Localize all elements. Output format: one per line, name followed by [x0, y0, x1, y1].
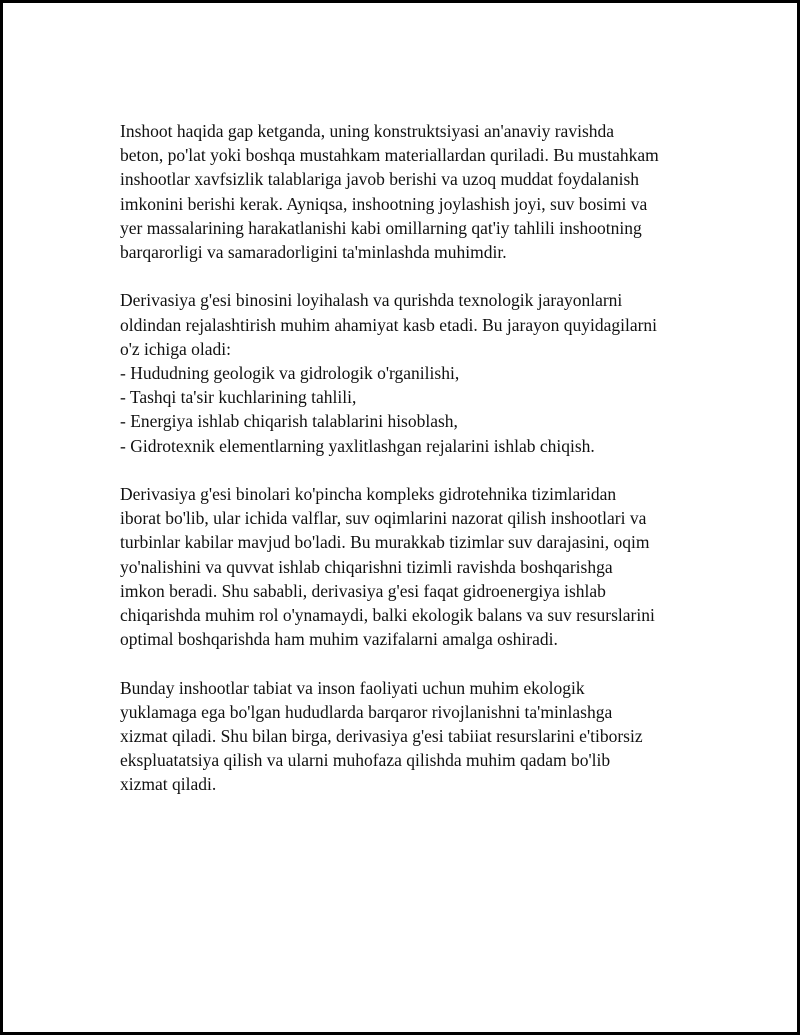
- text-line: iborat bo'lib, ular ichida valflar, suv oqimlarini nazorat qilish inshootlari va: [120, 508, 647, 529]
- text-line: Derivasiya g'esi binosini loyihalash va qurishda texnologik jarayonlarni: [120, 290, 623, 311]
- text-line: xizmat qiladi. Shu bilan birga, derivasiya g'esi tabiiat resurslarini e'tiborsiz: [120, 726, 643, 747]
- document-body: [120, 119, 690, 821]
- text-line: barqarorligi va samaradorligini ta'minlashda muhimdir.: [120, 242, 507, 263]
- text-line: inshootlar xavfsizlik talablariga javob berishi va uzoq muddat foydalanish: [120, 169, 640, 190]
- text-line: optimal boshqarishda ham muhim vazifalarni amalga oshiradi.: [120, 629, 558, 650]
- text-line: yuklamaga ega bo'lgan hududlarda barqaror rivojlanishni ta'minlashga: [120, 701, 613, 722]
- text-line: yer massalarining harakatlanishi kabi omillarning qat'iy tahlili inshootning: [120, 217, 642, 238]
- text-line: Derivasiya g'esi binolari ko'pincha kompleks gidrotehnika tizimlaridan: [120, 484, 617, 505]
- paragraph-2: [120, 288, 690, 457]
- list-item: - Tashqi ta'sir kuchlarining tahlili,: [120, 387, 357, 408]
- list-item: - Hududning geologik va gidrologik o'rganilishi,: [120, 363, 460, 384]
- text-line: chiqarishda muhim rol o'ynamaydi, balki ekologik balans va suv resurslarini: [120, 605, 655, 626]
- text-line: beton, po'lat yoki boshqa mustahkam materiallardan quriladi. Bu mustahkam: [120, 145, 659, 166]
- text-line: yo'nalishini va quvvat ishlab chiqarishni tizimli ravishda boshqarishga: [120, 556, 613, 577]
- paragraph-4: [120, 676, 690, 797]
- text-line: imkon beradi. Shu sababli, derivasiya g'esi faqat gidroenergiya ishlab: [120, 580, 606, 601]
- list-item: - Energiya ishlab chiqarish talablarini hisoblash,: [120, 411, 458, 432]
- text-line: Bunday inshootlar tabiat va inson faoliyati uchun muhim ekologik: [120, 677, 585, 698]
- paragraph-3: [120, 482, 690, 651]
- text-line: imkonini berishi kerak. Ayniqsa, inshootning joylashish joyi, suv bosimi va: [120, 193, 648, 214]
- paragraph-1: [120, 119, 690, 264]
- text-line: xizmat qiladi.: [120, 774, 217, 795]
- text-line: oldindan rejalashtirish muhim ahamiyat kasb etadi. Bu jarayon quyidagilarni: [120, 314, 658, 335]
- text-line: o'z ichiga oladi:: [120, 338, 232, 359]
- list-item: - Gidrotexnik elementlarning yaxlitlashgan rejalarini ishlab chiqish.: [120, 435, 595, 456]
- text-line: Inshoot haqida gap ketganda, uning konstruktsiyasi an'anaviy ravishda: [120, 121, 615, 141]
- text-line: turbinlar kabilar mavjud bo'ladi. Bu murakkab tizimlar suv darajasini, oqim: [120, 532, 650, 553]
- text-line: ekspluatatsiya qilish va ularni muhofaza qilishda muhim qadam bo'lib: [120, 750, 611, 771]
